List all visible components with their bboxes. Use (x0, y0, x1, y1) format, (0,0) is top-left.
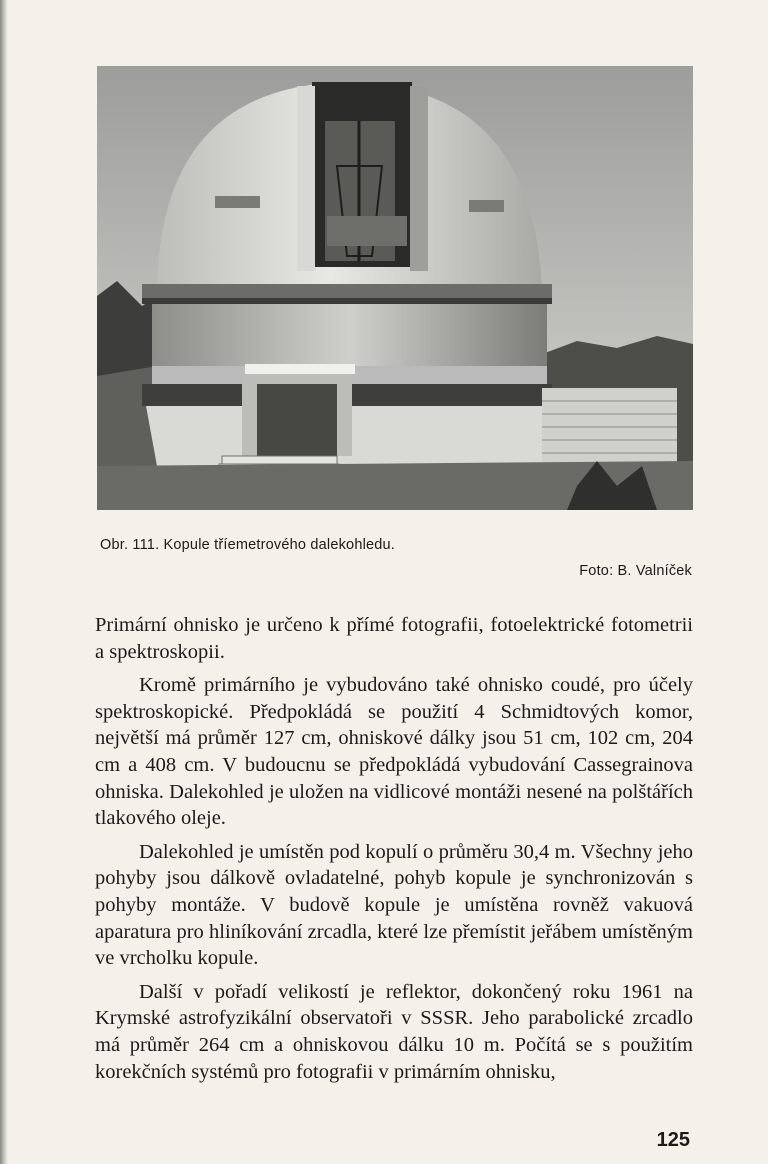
page-number: 125 (656, 1129, 690, 1151)
observatory-dome-photo (97, 66, 693, 510)
paragraph: Kromě primárního je vybudováno také ohnisko coudé, pro účely spektroskopické. Předpokládá se použití 4 Schmidtových komor, největší má průměr 127 cm, ohniskové dálky jsou 51 cm, 102 cm, 204 cm a 408 cm. V budoucnu se předpokládá vybudování Cassegrainova ohniska. Dalekohled je uložen na vidlicové montáži nesené na polštářích tlakového oleje. (95, 674, 693, 830)
paragraph: Dalekohled je umístěn pod kopulí o průměru 30,4 m. Všechny jeho pohyby jsou dálkově ovladatelné, pohyb kopule je synchronizován s pohyby montáže. V budově kopule je umístěna rovněž vakuová aparatura pro hliníkování zrcadla, které lze přemístit jeřábem umístěným ve vrcholku kopule. (95, 840, 693, 970)
figure-caption: Obr. 111. Kopule tříemetrového dalekohledu. (100, 537, 396, 553)
photo-credit: Foto: B. Valníček (579, 563, 692, 579)
paragraph: Primární ohnisko je určeno k přímé fotografii, fotoelektrické fotometrii a spektroskopii. (95, 614, 693, 663)
paragraph: Další v pořadí velikostí je reflektor, dokončený roku 1961 na Krymské astrofyzikální observatoři v SSSR. Jeho parabolické zrcadlo má průměr 264 cm a ohniskovou dálku 10 m. Počítá se s použitím korekčních systémů pro fotografii v primárním ohnisku, (95, 980, 693, 1083)
page-binding-edge (0, 0, 8, 1164)
body-text (95, 612, 693, 1092)
